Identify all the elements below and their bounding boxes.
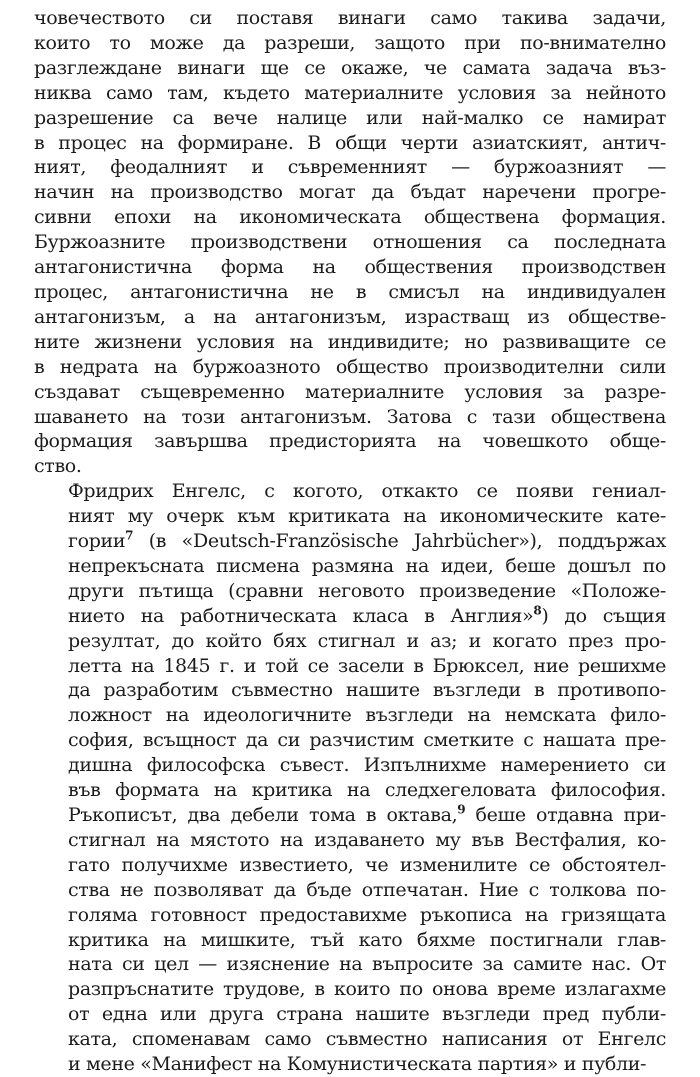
text-line: ства не позволяват да бъде отпечатан. Ние с толкова по- bbox=[68, 878, 666, 901]
footnote-marker: 8 bbox=[533, 603, 542, 618]
text-line: разпръснатите трудове, в които по онова време излагахме bbox=[68, 978, 666, 1001]
paragraph-2 bbox=[34, 479, 666, 1077]
text-line: разглеждане винаги ще се окаже, че самата задача въз- bbox=[34, 56, 666, 79]
text-line: разрешение са вече налице или най-малко се намират bbox=[34, 106, 666, 129]
text-line: във формата на критика на следхегеловата философия. bbox=[68, 779, 666, 802]
text-line: Ръкописът, два дебели тома в октава,$^9$ беше отдавна при- bbox=[68, 802, 666, 826]
text-line: сивни епохи на икономическата обществена формация. bbox=[34, 206, 666, 229]
text-line: ложност на идеологичните възгледи на немската фило- bbox=[68, 704, 666, 727]
text-line: ство. bbox=[34, 455, 82, 478]
text-line: начин на производство могат да бъдат наречени прогре- bbox=[34, 181, 666, 204]
text-line: ната си цел — изяснение на въпросите за самите нас. От bbox=[68, 953, 666, 976]
text-line: Фридрих Енгелс, с когото, откакто се появи гениал- bbox=[68, 480, 666, 503]
text-line: стигнал на мястото на издаването му във Вестфалия, ко- bbox=[68, 828, 666, 851]
text-line: процес, антагонистична не в смисъл на индивидуален bbox=[34, 280, 666, 303]
text-line: човечеството си поставя винаги само такива задачи, bbox=[34, 7, 666, 29]
text-line: шаването на този антагонизъм. Затова с тази обществена bbox=[34, 405, 666, 428]
text-line: антагонизъм, а на антагонизъм, израстващ из обществе- bbox=[34, 305, 666, 328]
text-line: в недрата на буржоазното общество производителни сили bbox=[34, 355, 666, 378]
text-line: ният, феодалният и съвременният — буржоазният — bbox=[34, 156, 666, 179]
text-line: непрекъсната писмена размяна на идеи, беше дошъл по bbox=[68, 554, 666, 577]
text-line: в процес на формиране. В общи черти азиатският, антич- bbox=[34, 131, 666, 154]
text-line: да разработим съвместно нашите възгледи в противопо- bbox=[68, 679, 666, 702]
text-line: и мене «Манифест на Комунистическата партия» и публи- bbox=[68, 1053, 647, 1076]
text-line: критика на мишките, тъй като бяхме постигнали глав- bbox=[68, 928, 666, 951]
text-line: резултат, до който бях стигнал и аз; и когато през про- bbox=[68, 629, 666, 652]
document-page bbox=[34, 6, 666, 1077]
text-line: ният му очерк към критиката на икономическите кате- bbox=[68, 505, 666, 528]
text-line: ните жизнени условия на индивидите; но развиващите се bbox=[34, 330, 666, 353]
text-line: които то може да разреши, защото при по-внимателно bbox=[34, 31, 666, 54]
text-line: Буржоазните производствени отношения са последната bbox=[34, 231, 666, 254]
text-line: никва само там, където материалните условия за нейното bbox=[34, 81, 666, 104]
text-line: ката, споменавам само съвместно написания от Енгелс bbox=[68, 1028, 666, 1051]
text-line: голяма готовност предоставихме ръкописа на гризящата bbox=[68, 903, 666, 926]
text-line: създават същевременно материалните условия за разре- bbox=[34, 380, 666, 403]
text-line: формация завършва предисторията на човешкото обще- bbox=[34, 430, 666, 453]
text-line: антагонистична форма на обществения производствен bbox=[34, 256, 666, 279]
footnote-marker: 7 bbox=[125, 528, 134, 543]
footnote-marker: 9 bbox=[457, 802, 466, 817]
text-line: гато получихме известието, че изменилите се обстоятел- bbox=[68, 853, 666, 876]
text-line: гории$^7$ (в «Deutsch-Französische Jahrbücher»), поддържах bbox=[68, 528, 666, 553]
text-line: нието на работническата класа в Англия»$^8$) до същия bbox=[68, 603, 666, 627]
text-line: софия, всъщност да си разчистим сметките с нашата пре- bbox=[68, 729, 666, 752]
text-line: летта на 1845 г. и той се засели в Брюксел, ние решихме bbox=[68, 654, 666, 677]
text-line: дишна философска съвест. Изпълнихме намерението си bbox=[68, 754, 666, 777]
text-line: от една или друга страна нашите възгледи пред публи- bbox=[68, 1003, 666, 1026]
text-line: други пътища (сравни неговото произведение «Положе- bbox=[68, 579, 666, 602]
paragraph-1 bbox=[34, 6, 666, 479]
